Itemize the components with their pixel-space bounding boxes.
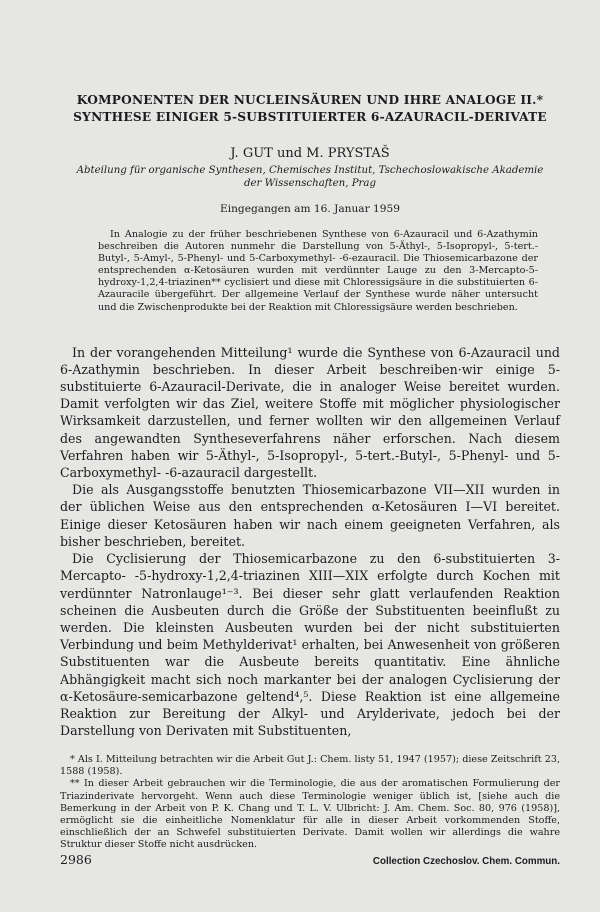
page-footer: [60, 852, 560, 867]
footnote-2: ** In dieser Arbeit gebrauchen wir die Terminologie, die aus der aromatischen Formulierung der Triazinderivate hervorgeht. Wenn auch diese Terminologie weniger üblich ist, [siehe auch die Bemerkung in der Arbeit von P. K. Chang und T. L. V. Ulbricht: J. Am. Chem. Soc. 80, 976 (1958)], ermöglicht sie die einheitliche Nomenklatur für alle in dieser Arbeit vorkommenden Stoffe, einschließlich der an Schwefel substituierten Derivate. Damit wollen wir allerdings die wahre Struktur dieser Stoffe nicht ausdrücken.: [60, 778, 560, 851]
page-number: 2986: [60, 852, 92, 867]
received-date: Eingegangen am 16. Januar 1959: [219, 203, 401, 215]
paragraph-1: In der vorangehenden Mitteilung¹ wurde die Synthese von 6-Azauracil und 6-Azathymin beschrieben. In dieser Arbeit beschreiben·wir einige 5-substituierte 6-Azauracil-Derivate, die in analoger Weise bereitet wurden. Damit verfolgten wir das Ziel, weitere Stoffe mit möglicher physiologischer Wirksamkeit darzustellen, und ferner wollten wir den allgemeinen Verlauf des angewandten Syntheseverfahrens näher erforschen. Nach diesem Verfahren haben wir 5-Äthyl-, 5-Isopropyl-, 5-tert.-Butyl-, 5-Phenyl- und 5-Carboxymethyl- -6-azauracil dargestellt.: [60, 344, 560, 481]
affiliation: Abteilung für organische Synthesen, Chemisches Institut, Tschechoslowakische Akademie der Wissenschaften, Prag: [76, 165, 544, 189]
article-title-line-2: SYNTHESE EINIGER 5-SUBSTITUIERTER 6-AZAURACIL-DERIVATE: [73, 110, 547, 124]
footnotes: [60, 754, 560, 852]
abstract: In Analogie zu der früher beschriebenen Synthese von 6-Azauracil und 6-Azathymin beschreiben die Autoren nunmehr die Darstellung von 5-Äthyl-, 5-Isopropyl-, 5-tert.-Butyl-, 5-Amyl-, 5-Phenyl- und 5-Carboxymethyl- -6-ezauracil. Die Thiosemicarbazone der entsprechenden α-Ketosäuren wurden mit verdünnter Lauge zu den 3-Mercapto-5-hydroxy-1,2,4-triazinen** cyclisiert und diese mit Chloressigsäure in die substituierten 6-Azauracile übergeführt. Der allgemeine Verlauf der Synthese wurde näher untersucht und die Zwischenprodukte bei der Reaktion mit Chloressigsäure werden beschrieben.: [98, 229, 538, 313]
footnote-1: * Als I. Mitteilung betrachten wir die Arbeit Gut J.: Chem. listy 51, 1947 (1957); diese Zeitschrift 23, 1588 (1958).: [60, 754, 560, 778]
article-title-line-1: KOMPONENTEN DER NUCLEINSÄUREN UND IHRE ANALOGE II.*: [76, 93, 544, 107]
authors: J. GUT und M. PRYSTAŠ: [230, 146, 390, 161]
journal-name: Collection Czechoslov. Chem. Commun.: [372, 856, 560, 867]
body-text: [60, 344, 560, 740]
paragraph-2: Die als Ausgangsstoffe benutzten Thiosemicarbazone VII—XII wurden in der üblichen Weise aus den entsprechenden α-Ketosäuren I—VI bereitet. Einige dieser Ketosäuren haben wir nach einem geeigneten Verfahren, als bisher beschrieben, bereitet.: [60, 482, 560, 549]
paragraph-3: Die Cyclisierung der Thiosemicarbazone zu den 6-substituierten 3-Mercapto- -5-hydroxy-1,2,4-triazinen XIII—XIX erfolgte durch Kochen mit verdünnter Natronlauge¹⁻³. Bei dieser sehr glatt verlaufenden Reaktion scheinen die Ausbeuten durch die Größe der Substituenten beeinflußt zu werden. Die kleinsten Ausbeuten wurden bei der nicht substituierten Verbindung und beim Methylderivat¹ erhalten, bei Anwesenheit von größeren Substituenten war die Ausbeute bereits quantitativ. Eine ähnliche Abhängigkeit macht sich noch markanter bei der analogen Cyclisierung der α-Ketosäure-semicarbazone geltend⁴,⁵. Diese Reaktion ist eine allgemeine Reaktion zur Bereitung der Alkyl- und Arylderivate, jedoch bei der Darstellung von Derivaten mit Substituenten,: [60, 551, 560, 739]
